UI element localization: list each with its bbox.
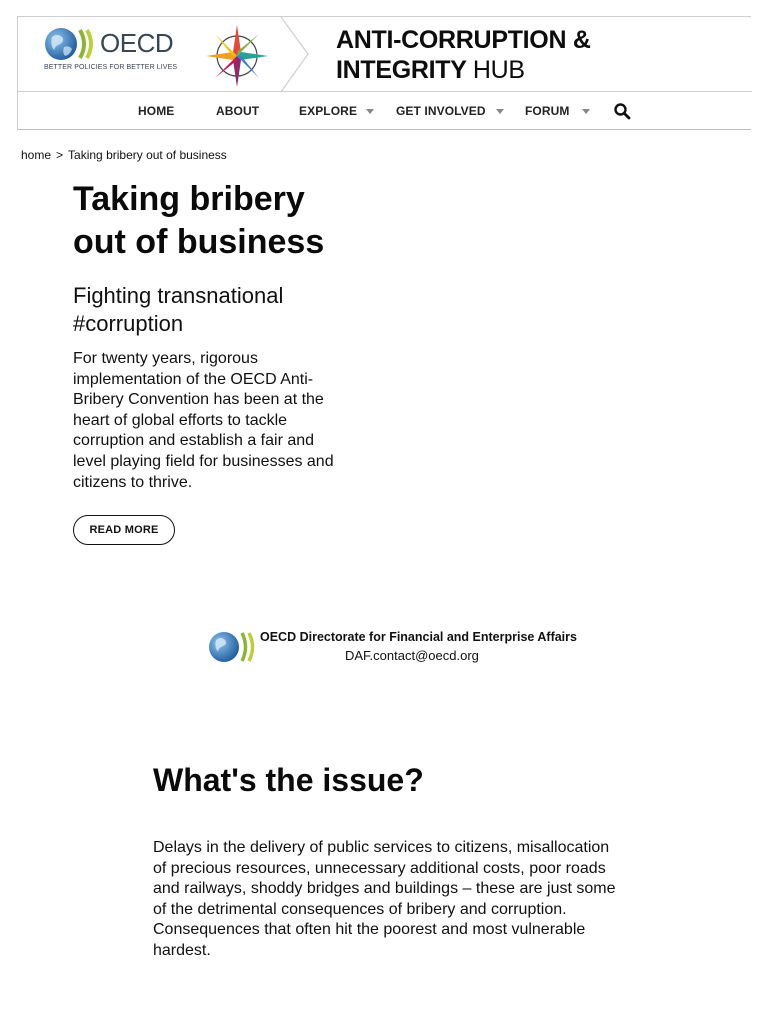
breadcrumb-home[interactable]: home [21,148,52,162]
caret-down-icon[interactable] [496,109,504,114]
oecd-wordmark: OECD [100,28,174,58]
hero-description: For twenty years, rigorous implementation of the OECD Anti-Bribery Convention has been at the heart of global efforts to tackle corruption and establish a fair and level playing field for businesses and citizens to thrive. [73,350,334,491]
hub-title-line-2 [336,55,591,85]
hub-title[interactable] [336,25,591,85]
read-more-button[interactable]: READ MORE [73,515,175,545]
section-body: Delays in the delivery of public services to citizens, misallocation of precious resources, unnecessary additional costs, poor roads and railways, shoddy bridges and buildings – these are just some of the detrimental consequences of bribery and corruption. Consequences that often hit the poorest and most vulnerable hardest. [153,839,616,959]
globe-icon [208,631,260,663]
breadcrumb-current: Taking bribery out of business [68,148,227,162]
caret-down-icon[interactable] [582,109,590,114]
oecd-tagline: BETTER POLICIES FOR BETTER LIVES [44,64,178,71]
globe-icon [44,27,100,63]
nav-forum[interactable]: FORUM [525,104,570,118]
hub-title-bold: INTEGRITY [336,56,467,84]
compass-icon [204,23,270,89]
nav-explore[interactable]: EXPLORE [299,104,358,118]
main-nav [18,92,752,130]
hub-title-light: HUB [472,56,525,84]
hub-title-line-1: ANTI-CORRUPTION & [336,26,591,54]
nav-home[interactable]: HOME [138,104,175,118]
nav-get-involved[interactable]: GET INVOLVED [396,104,486,118]
contact-email-link[interactable]: DAF.contact@oecd.org [345,648,479,663]
breadcrumb-separator: > [56,148,64,162]
brand-row [18,17,752,92]
contact-block [208,629,578,665]
page-subtitle: Fighting transnational #corruption [73,283,284,336]
caret-down-icon[interactable] [366,109,374,114]
oecd-logo[interactable] [44,27,186,75]
search-icon[interactable] [613,102,631,120]
divider-chevron [280,17,310,92]
nav-about[interactable]: ABOUT [216,104,260,118]
site-header [17,16,751,130]
breadcrumb [21,148,227,162]
section-heading: What's the issue? [153,762,424,798]
page-title: Taking bribery out of business [73,180,325,261]
contact-organization: OECD Directorate for Financial and Enterprise Affairs [260,630,577,644]
